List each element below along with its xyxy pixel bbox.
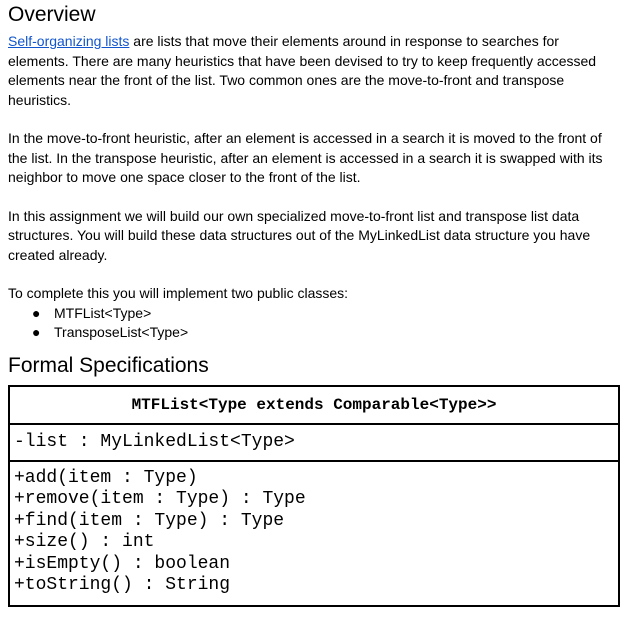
uml-methods [10, 460, 618, 605]
formal-specifications-heading: Formal Specifications [8, 353, 209, 377]
paragraph-intro-text: are lists that move their elements around in response to searches for elements. There are many heuristics that have been devised to try to keep frequently accessed elements near the front of the list. Two common ones are the move-to-front and transpose heuristics. [8, 33, 597, 108]
bullet-icon: ● [32, 324, 41, 340]
list-item-label: TransposeList<Type> [54, 324, 189, 340]
list-item-label: MTFList<Type> [54, 304, 152, 321]
paragraph-heuristics: In the move-to-front heuristic, after an element is accessed in a search it is moved to the front of the list. In the transpose heuristic, after an element is accessed in a search it is swapped with its neighbor to move one space closer to the front of the list. [8, 130, 603, 185]
document-page [8, 0, 620, 607]
uml-method: +remove(item : Type) : Type [14, 489, 306, 509]
uml-class-diagram [8, 385, 620, 607]
uml-attributes [10, 423, 618, 460]
uml-method: +size() : int [14, 532, 155, 552]
overview-heading: Overview [8, 3, 96, 26]
list-item [32, 304, 620, 324]
uml-method: +find(item : Type) : Type [14, 510, 285, 531]
paragraph-assignment: In this assignment we will build our own specialized move-to-front list and transpose list data structures. You will build these data structures out of the MyLinkedList data structure you have created already. [8, 207, 591, 263]
uml-method: +toString() : String [14, 575, 231, 595]
uml-class-name: MTFList<Type extends Comparable<Type>> [131, 395, 497, 414]
list-item [32, 323, 620, 343]
class-list [8, 304, 620, 343]
uml-method: +add(item : Type) [14, 467, 198, 488]
paragraph-classes: To complete this you will implement two public classes: [8, 285, 349, 301]
uml-attribute: -list : MyLinkedList<Type> [14, 431, 295, 452]
paragraph-intro [8, 32, 620, 110]
bullet-icon: ● [32, 304, 41, 321]
uml-method: +isEmpty() : boolean [14, 553, 231, 574]
self-organizing-lists-link[interactable]: Self-organizing lists [8, 33, 130, 49]
